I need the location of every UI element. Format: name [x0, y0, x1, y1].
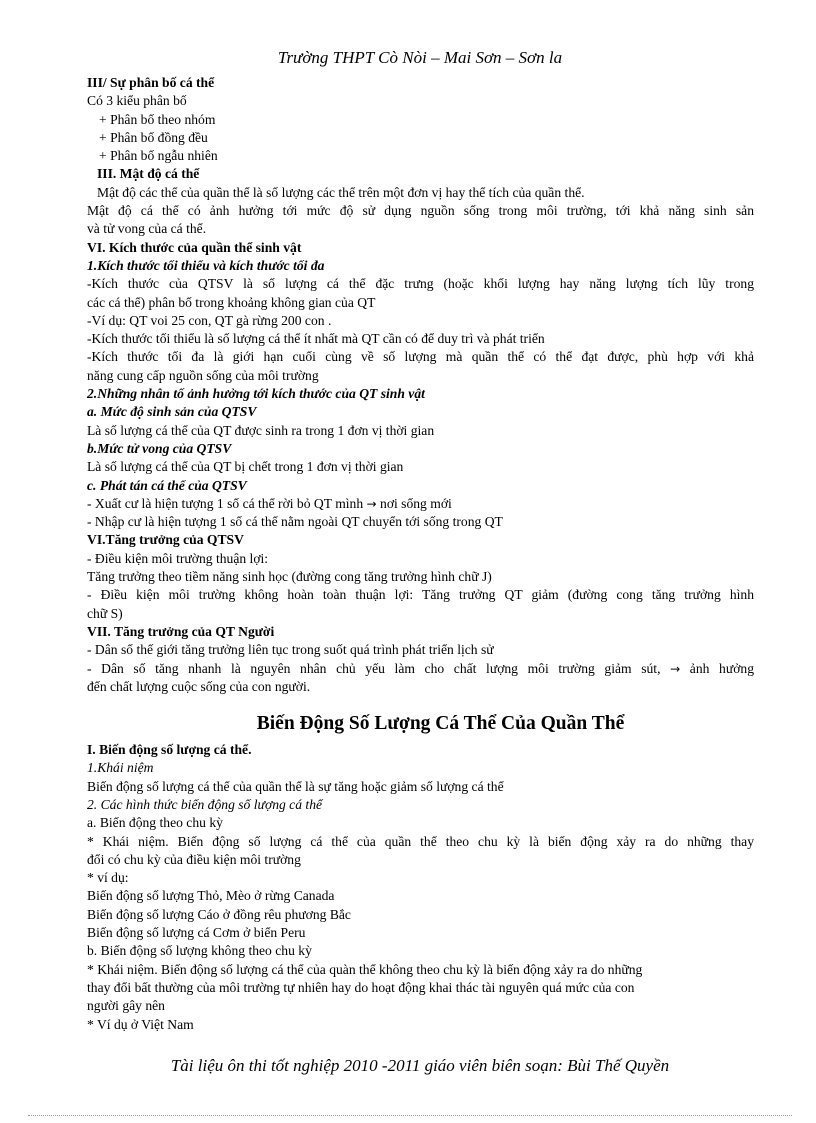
fluctuation-subheading: 2. Các hình thức biến động số lượng cá thể: [87, 796, 323, 812]
distribution-intro: Có 3 kiểu phân bố: [87, 93, 187, 109]
human-growth-text-end: ảnh hưởng: [689, 660, 754, 676]
cyclic-heading: a. Biến động theo chu kỳ: [87, 815, 223, 831]
size-text: -Kích thước của QTSV là số lượng cá thể đặc trưng (hoặc khối lượng hay năng lượng tích lũy trong: [87, 276, 754, 292]
noncyclic-definition: * Khái niệm. Biến động số lượng cá thể của quàn thể không theo chu kỳ là biến động xảy ra do những: [87, 961, 643, 977]
size-heading: VI. Kích thước của quần thể sinh vật: [87, 239, 302, 255]
vietnam-example-label: * Ví dụ ở Việt Nam: [87, 1016, 194, 1032]
page-footer: Tài liệu ôn thi tốt nghiệp 2010 -2011 giáo viên biên soạn: Bùi Thế Quyền: [170, 1056, 670, 1075]
example-item: Biến động số lượng cá Cơm ở biển Peru: [87, 925, 306, 941]
example-item: Biến động số lượng Thỏ, Mèo ở rừng Canada: [87, 888, 335, 904]
cyclic-definition: * Khái niệm. Biến động số lượng cá thể của quần thể theo chu kỳ là biến động xảy ra do những thay: [87, 833, 754, 849]
page-bottom-divider: [28, 1115, 792, 1116]
growth-text: chữ S): [87, 605, 123, 621]
density-paragraph: Mật độ các thể của quần thể là số lượng các thể trên một đơn vị hay thể tích của quần thể.: [97, 184, 585, 200]
document-body: [87, 74, 754, 1034]
emigration-text: [87, 495, 754, 513]
emigration-text-end: nơi sống mới: [380, 495, 452, 511]
density-paragraph: Mật độ cá thể có ảnh hưởng tới mức độ sử dụng nguồn sống trong môi trường, tới khả năng sinh sản: [87, 203, 754, 219]
distribution-type: + Phân bố đồng đều: [99, 129, 208, 145]
growth-text: - Điều kiện môi trường không hoàn toàn thuận lợi: Tăng trưởng QT giảm (đường cong tăng trưởng hình: [87, 587, 754, 603]
distribution-type: + Phân bố ngẫu nhiên: [99, 148, 218, 164]
immigration-text: - Nhập cư là hiện tượng 1 số cá thể nằm ngoài QT chuyển tới sống trong QT: [87, 514, 503, 530]
human-growth-text: đến chất lượng cuộc sống của con người.: [87, 678, 311, 694]
fluctuation-subheading: 1.Khái niệm: [87, 760, 154, 776]
size-text: -Kích thước tối thiểu là số lượng cá thể ít nhất mà QT cần có để duy trì và phát triển: [87, 331, 545, 347]
size-text: các cá thể) phân bố trong khoảng không gian của QT: [87, 294, 376, 310]
death-rate-text: Là số lượng cá thể của QT bị chết trong 1 đơn vị thời gian: [87, 459, 404, 475]
factors-subheading: 2.Những nhân tố ảnh hưởng tới kích thước của QT sinh vật: [87, 386, 425, 402]
arrow-right-icon: →: [670, 661, 681, 676]
noncyclic-definition: thay đổi bất thường của môi trường tự nhiên hay do hoạt động khai thác tài nguyên quá mức của con: [87, 979, 635, 995]
document-title: Biến Động Số Lượng Cá Thể Của Quần Thể: [256, 713, 625, 735]
growth-text: - Điều kiện môi trường thuận lợi:: [87, 550, 269, 566]
size-subheading: 1.Kích thước tối thiểu và kích thước tối đa: [87, 257, 325, 273]
size-text: -Ví dụ: QT voi 25 con, QT gà rừng 200 con .: [87, 312, 332, 328]
example-label: * ví dụ:: [87, 870, 129, 886]
cyclic-definition: đổi có chu kỳ của điều kiện môi trường: [87, 851, 301, 867]
size-text: -Kích thước tối đa là giới hạn cuối cùng về số lượng mà quần thể có thể đạt được, phù hợp với khả: [87, 349, 754, 365]
growth-heading: VI.Tăng trưởng của QTSV: [87, 532, 244, 548]
fluctuation-heading: I. Biến động số lượng cá thể.: [87, 742, 252, 758]
fluctuation-definition: Biến động số lượng cá thể của quần thể là sự tăng hoặc giảm số lượng cá thể: [87, 778, 504, 794]
noncyclic-heading: b. Biến động số lượng không theo chu kỳ: [87, 943, 312, 959]
page-header: Trường THPT Cò Nòi – Mai Sơn – Sơn la: [277, 48, 563, 67]
birth-rate-heading: a. Mức độ sinh sản của QTSV: [87, 404, 257, 420]
human-growth-text: - Dân số thế giới tăng trưởng liên tục trong suốt quá trình phát triển lịch sử: [87, 642, 494, 658]
dispersal-heading: c. Phát tán cá thể của QTSV: [87, 477, 247, 493]
human-growth-heading: VII. Tăng trưởng của QT Người: [87, 623, 275, 639]
example-item: Biến động số lượng Cáo ở đồng rêu phương Bắc: [87, 906, 351, 922]
human-growth-text-start: - Dân số tăng nhanh là nguyên nhân chủ yếu làm cho chất lượng môi trường giảm sút,: [87, 660, 661, 676]
arrow-right-icon: →: [366, 496, 377, 511]
density-paragraph: và tử vong của cá thể.: [87, 221, 207, 237]
distribution-heading: III/ Sự phân bố cá thể: [87, 75, 215, 90]
birth-rate-text: Là số lượng cá thể của QT được sinh ra trong 1 đơn vị thời gian: [87, 422, 435, 438]
growth-text: Tăng trưởng theo tiềm năng sinh học (đường cong tăng trưởng hình chữ J): [87, 569, 492, 585]
death-rate-heading: b.Mức tử vong của QTSV: [87, 440, 232, 456]
emigration-text-start: - Xuất cư là hiện tượng 1 số cá thể rời bỏ QT mình: [87, 495, 364, 511]
size-text: năng cung cấp nguồn sống của môi trường: [87, 367, 319, 383]
density-heading: III. Mật độ cá thể: [97, 166, 200, 182]
distribution-type: + Phân bố theo nhóm: [99, 111, 216, 127]
noncyclic-definition: người gây nên: [87, 998, 165, 1014]
human-growth-text: [87, 660, 754, 678]
